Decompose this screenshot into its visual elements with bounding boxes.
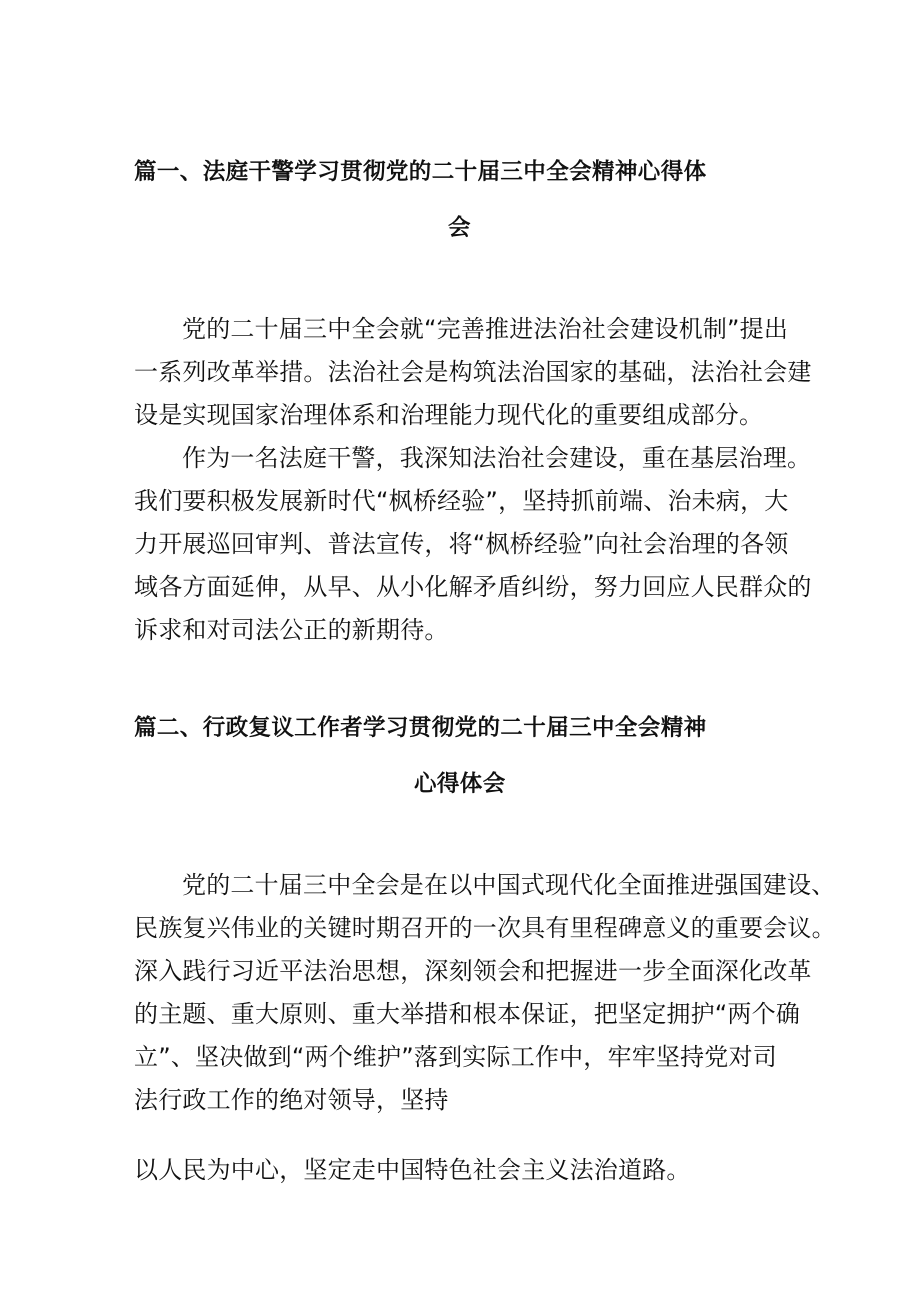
section-2-paragraph-1-line-5: 立”、坚决做到“两个维护”落到实际工作中，牢牢坚持党对司 — [134, 1043, 777, 1071]
section-2-paragraph-1-line-6: 法行政工作的绝对领导，坚持 — [134, 1086, 449, 1114]
section-1-paragraph-2-line-4: 域各方面延伸，从早、从小化解矛盾纠纷，努力回应人民群众的 — [134, 573, 812, 601]
section-1-paragraph-1-line-2: 一系列改革举措。法治社会是构筑法治国家的基础，法治社会建 — [134, 358, 812, 386]
section-1-paragraph-1-line-1: 党的二十届三中全会就“完善推进法治社会建设机制”提出 — [182, 315, 789, 343]
section-1-paragraph-1-line-3: 设是实现国家治理体系和治理能力现代化的重要组成部分。 — [134, 401, 764, 429]
section-1-heading-line-2: 会 — [448, 215, 471, 241]
section-1-paragraph-2-line-1: 作为一名法庭干警，我深知法治社会建设，重在基层治理。 — [182, 444, 812, 472]
section-2-paragraph-1-line-2: 民族复兴伟业的关键时期召开的一次具有里程碑意义的重要会议。 — [134, 914, 836, 942]
section-1-paragraph-2-line-5: 诉求和对司法公正的新期待。 — [134, 616, 449, 644]
section-1-paragraph-2-line-3: 力开展巡回审判、普法宣传，将“枫桥经验”向社会治理的各领 — [134, 530, 789, 558]
section-1-heading-line-1: 篇一、法庭干警学习贯彻党的二十届三中全会精神心得体 — [134, 159, 707, 185]
section-1-paragraph-2-line-2: 我们要积极发展新时代“枫桥经验”，坚持抓前端、治未病，大 — [134, 487, 789, 515]
section-2-heading-line-2: 心得体会 — [414, 771, 506, 797]
section-2-paragraph-1-line-3: 深入践行习近平法治思想，深刻领会和把握进一步全面深化改革 — [134, 957, 812, 985]
section-2-paragraph-2-line-1: 以人民为中心，坚定走中国特色社会主义法治道路。 — [134, 1156, 691, 1184]
section-2-heading-line-1: 篇二、行政复议工作者学习贯彻党的二十届三中全会精神 — [134, 715, 707, 741]
section-2-paragraph-1-line-4: 的主题、重大原则、重大举措和根本保证，把坚定拥护“两个确 — [134, 1000, 801, 1028]
section-2-paragraph-1-line-1: 党的二十届三中全会是在以中国式现代化全面推进强国建设、 — [182, 871, 836, 899]
